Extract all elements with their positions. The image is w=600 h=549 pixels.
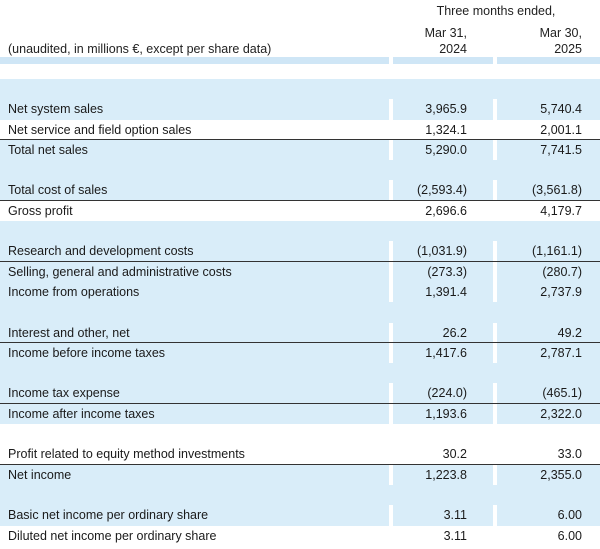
column-gap [389,485,393,505]
column-1-date: Mar 31, [424,26,467,40]
spacer-row [0,363,600,383]
column-gap [493,444,497,463]
column-gap [493,343,497,363]
column-gap [389,221,393,241]
table-row [0,140,600,160]
value-2025: 2,322.0 [540,406,582,421]
table-row [0,383,600,403]
value-2024: 3.11 [443,528,467,543]
value-2024: (273.3) [427,264,467,279]
table-row [0,262,600,282]
column-gap [389,424,393,444]
column-gap [389,383,393,402]
header-divider [393,57,493,64]
spacer-row [0,485,600,505]
value-2025: 7,741.5 [540,142,582,157]
column-gap [493,120,497,139]
column-2-date: Mar 30, [539,26,582,40]
column-gap [389,79,393,99]
column-gap [493,160,497,180]
column-gap [493,180,497,199]
row-label: Income from operations [8,284,140,299]
column-gap [389,363,393,383]
row-label: Profit related to equity method investments [8,447,245,462]
income-statement-table [0,79,600,546]
column-gap [389,444,393,463]
column-gap [493,424,497,444]
column-gap [493,485,497,505]
table-row [0,201,600,221]
spacer-row [0,302,600,322]
column-gap [389,241,393,260]
value-2024: 1,324.1 [425,122,467,137]
table-row [0,120,600,140]
value-2025: 2,001.1 [540,122,582,137]
column-gap [493,221,497,241]
value-2024: 3.11 [443,508,467,523]
row-label: Research and development costs [8,244,194,259]
value-2025: (280.7) [542,264,582,279]
spacer-row [0,160,600,180]
table-row [0,526,600,546]
value-2025: 6.00 [557,508,582,523]
value-2025: 2,355.0 [540,467,582,482]
value-2024: 1,223.8 [425,467,467,482]
table-row [0,404,600,424]
column-gap [493,79,497,99]
table-row [0,241,600,261]
table-row [0,323,600,343]
row-label: Gross profit [8,203,73,218]
row-label: Interest and other, net [8,325,130,340]
row-label: Income tax expense [8,386,120,401]
spacer-row [0,221,600,241]
row-label: Diluted net income per ordinary share [8,528,217,543]
column-gap [389,505,393,525]
value-2024: (1,031.9) [416,244,467,259]
column-1-year: 2024 [439,42,467,56]
column-gap [389,140,393,160]
row-label: Income before income taxes [8,345,166,360]
column-gap [389,282,393,302]
column-gap [493,404,497,424]
column-gap [389,201,393,221]
header-divider [0,57,389,64]
column-gap [389,404,393,424]
column-gap [389,526,393,546]
value-2024: 30.2 [442,447,467,462]
column-gap [493,465,497,485]
value-2024: 1,391.4 [425,284,467,299]
column-gap [493,383,497,402]
table-row [0,343,600,363]
value-2024: 1,193.6 [425,406,467,421]
column-gap [493,363,497,383]
row-label: Net income [8,467,72,482]
value-2024: 26.2 [442,325,467,340]
column-gap [493,323,497,342]
column-gap [389,120,393,139]
value-2025: 49.2 [557,325,582,340]
value-2025: 33.0 [557,447,582,462]
value-2024: 2,696.6 [425,203,467,218]
value-2025: (465.1) [542,386,582,401]
column-gap [389,180,393,199]
column-gap [389,262,393,282]
column-gap [389,302,393,322]
column-gap [493,241,497,260]
value-2024: (224.0) [427,386,467,401]
column-gap [493,262,497,282]
column-gap [493,505,497,525]
value-2025: 6.00 [557,528,582,543]
column-gap [493,201,497,221]
table-row [0,444,600,464]
column-gap [389,323,393,342]
value-2025: 2,737.9 [540,284,582,299]
value-2024: 5,290.0 [425,142,467,157]
value-2025: (1,161.1) [531,244,582,259]
header-divider [497,57,600,64]
column-gap [493,526,497,546]
column-2-year: 2025 [554,42,582,56]
column-gap [389,465,393,485]
column-gap [389,343,393,363]
row-label: Net service and field option sales [8,122,192,137]
column-gap [493,282,497,302]
column-gap [493,140,497,160]
header-period: Three months ended, [436,4,556,18]
spacer-row [0,79,600,99]
row-label: Income after income taxes [8,406,155,421]
value-2025: 4,179.7 [540,203,582,218]
spacer-row [0,424,600,444]
table-row [0,99,600,119]
row-label: Basic net income per ordinary share [8,508,209,523]
column-gap [389,160,393,180]
row-label: Total net sales [8,142,88,157]
row-label: Selling, general and administrative costs [8,264,232,279]
column-gap [493,302,497,322]
table-row [0,505,600,525]
column-gap [389,99,393,119]
column-gap [493,99,497,119]
value-2024: 1,417.6 [425,345,467,360]
row-label: Total cost of sales [8,183,108,198]
row-label: Net system sales [8,102,104,117]
value-2025: 5,740.4 [540,102,582,117]
table-row [0,282,600,302]
table-row [0,465,600,485]
table-caption: (unaudited, in millions €, except per share data) [8,42,272,56]
value-2025: 2,787.1 [540,345,582,360]
value-2024: (2,593.4) [416,183,467,198]
value-2024: 3,965.9 [425,102,467,117]
table-row [0,180,600,200]
value-2025: (3,561.8) [531,183,582,198]
